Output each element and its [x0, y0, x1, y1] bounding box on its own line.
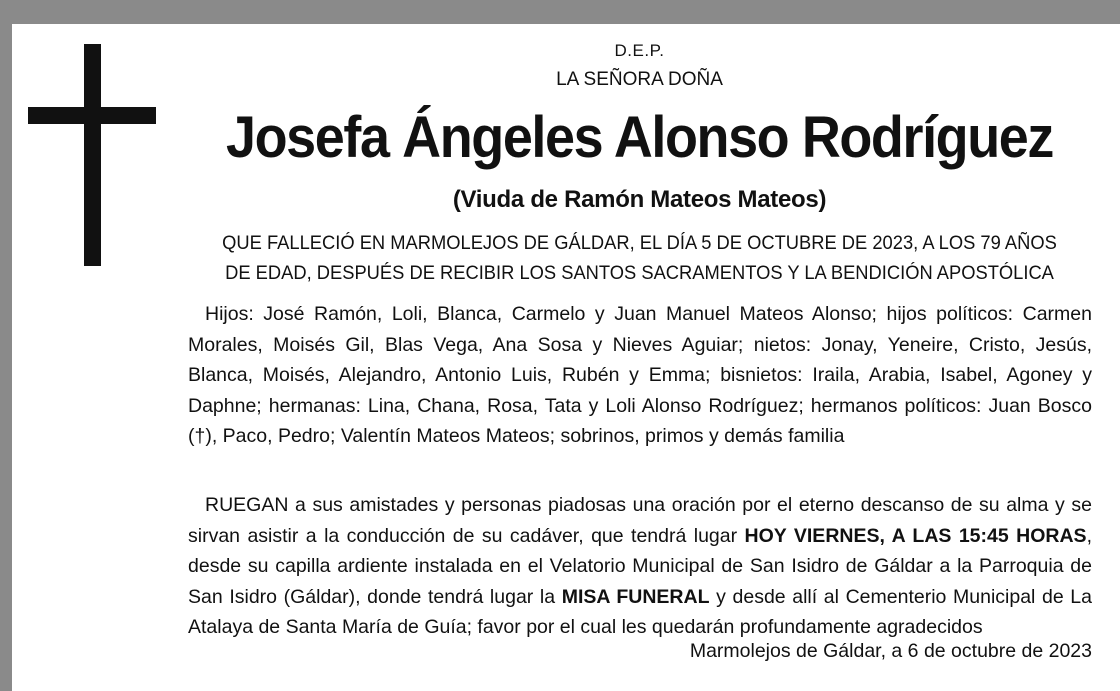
place-and-date: Marmolejos de Gáldar, a 6 de octubre de 2023 [689, 640, 1092, 662]
family-list: Hijos: José Ramón, Loli, Blanca, Carmelo y Juan Manuel Mateos Alonso; hijos políticos: Carmen Morales, Moisés Gil, Blas Vega, Ana Sosa y Nieves Aguiar; nietos: Jonay, Yeneire, Cristo, Jesús, Blanca, Moisés, Alejandro, Antonio Luis, Rubén y Emma; bisnietos: Iraila, Arabia, Isabel, Agoney y Daphne; hermanas: Lina, Chana, Rosa, Tata y Loli Alonso Rodríguez; hermanos políticos: Juan Bosco (†), Paco, Pedro; Valentín Mateos Mateos; sobrinos, primos y demás familia [188, 303, 1092, 447]
request-text-part2: , desde su capilla ardiente instalada en el Velatorio Municipal de San Isidro de Gáldar a la Parroquia de San Isidro (Gáldar), donde tendrá lugar la [188, 524, 1092, 608]
death-statement-line1: QUE FALLECIÓ EN MARMOLEJOS DE GÁLDAR, EL DÍA 5 DE OCTUBRE DE 2023, A LOS 79 AÑOS [222, 232, 1057, 254]
request-text-part1: RUEGAN a sus amistades y personas piadosas una oración por el eterno descanso de su alma y se sirvan asistir a la conducción de su cadáver, que tendrá lugar [188, 494, 1092, 547]
widow-of: (Viuda de Ramón Mateos Mateos) [452, 186, 827, 213]
service-time: HOY VIERNES, A LAS 15:45 HORAS [744, 524, 1087, 547]
cross-horizontal-bar [28, 107, 156, 124]
cross-vertical-bar [84, 44, 101, 266]
dep-heading: D.E.P. [614, 41, 665, 60]
family-paragraph [188, 299, 1092, 452]
cross-icon [28, 44, 156, 266]
funeral-mass: MISA FUNERAL [561, 585, 710, 608]
honorific: LA SEÑORA DOÑA [556, 69, 723, 90]
obituary-notice [12, 24, 1120, 691]
request-text-part3: y desde allí al Cementerio Municipal de La Atalaya de Santa María de Guía; favor por el cual les quedarán profundamente agradecidos [188, 585, 1092, 638]
request-text [188, 490, 1092, 643]
request-paragraph [188, 490, 1092, 643]
deceased-name: Josefa Ángeles Alonso Rodríguez [226, 105, 1053, 170]
death-statement-line2: DE EDAD, DESPUÉS DE RECIBIR LOS SANTOS SACRAMENTOS Y LA BENDICIÓN APOSTÓLICA [225, 262, 1054, 284]
death-statement [191, 228, 1089, 288]
